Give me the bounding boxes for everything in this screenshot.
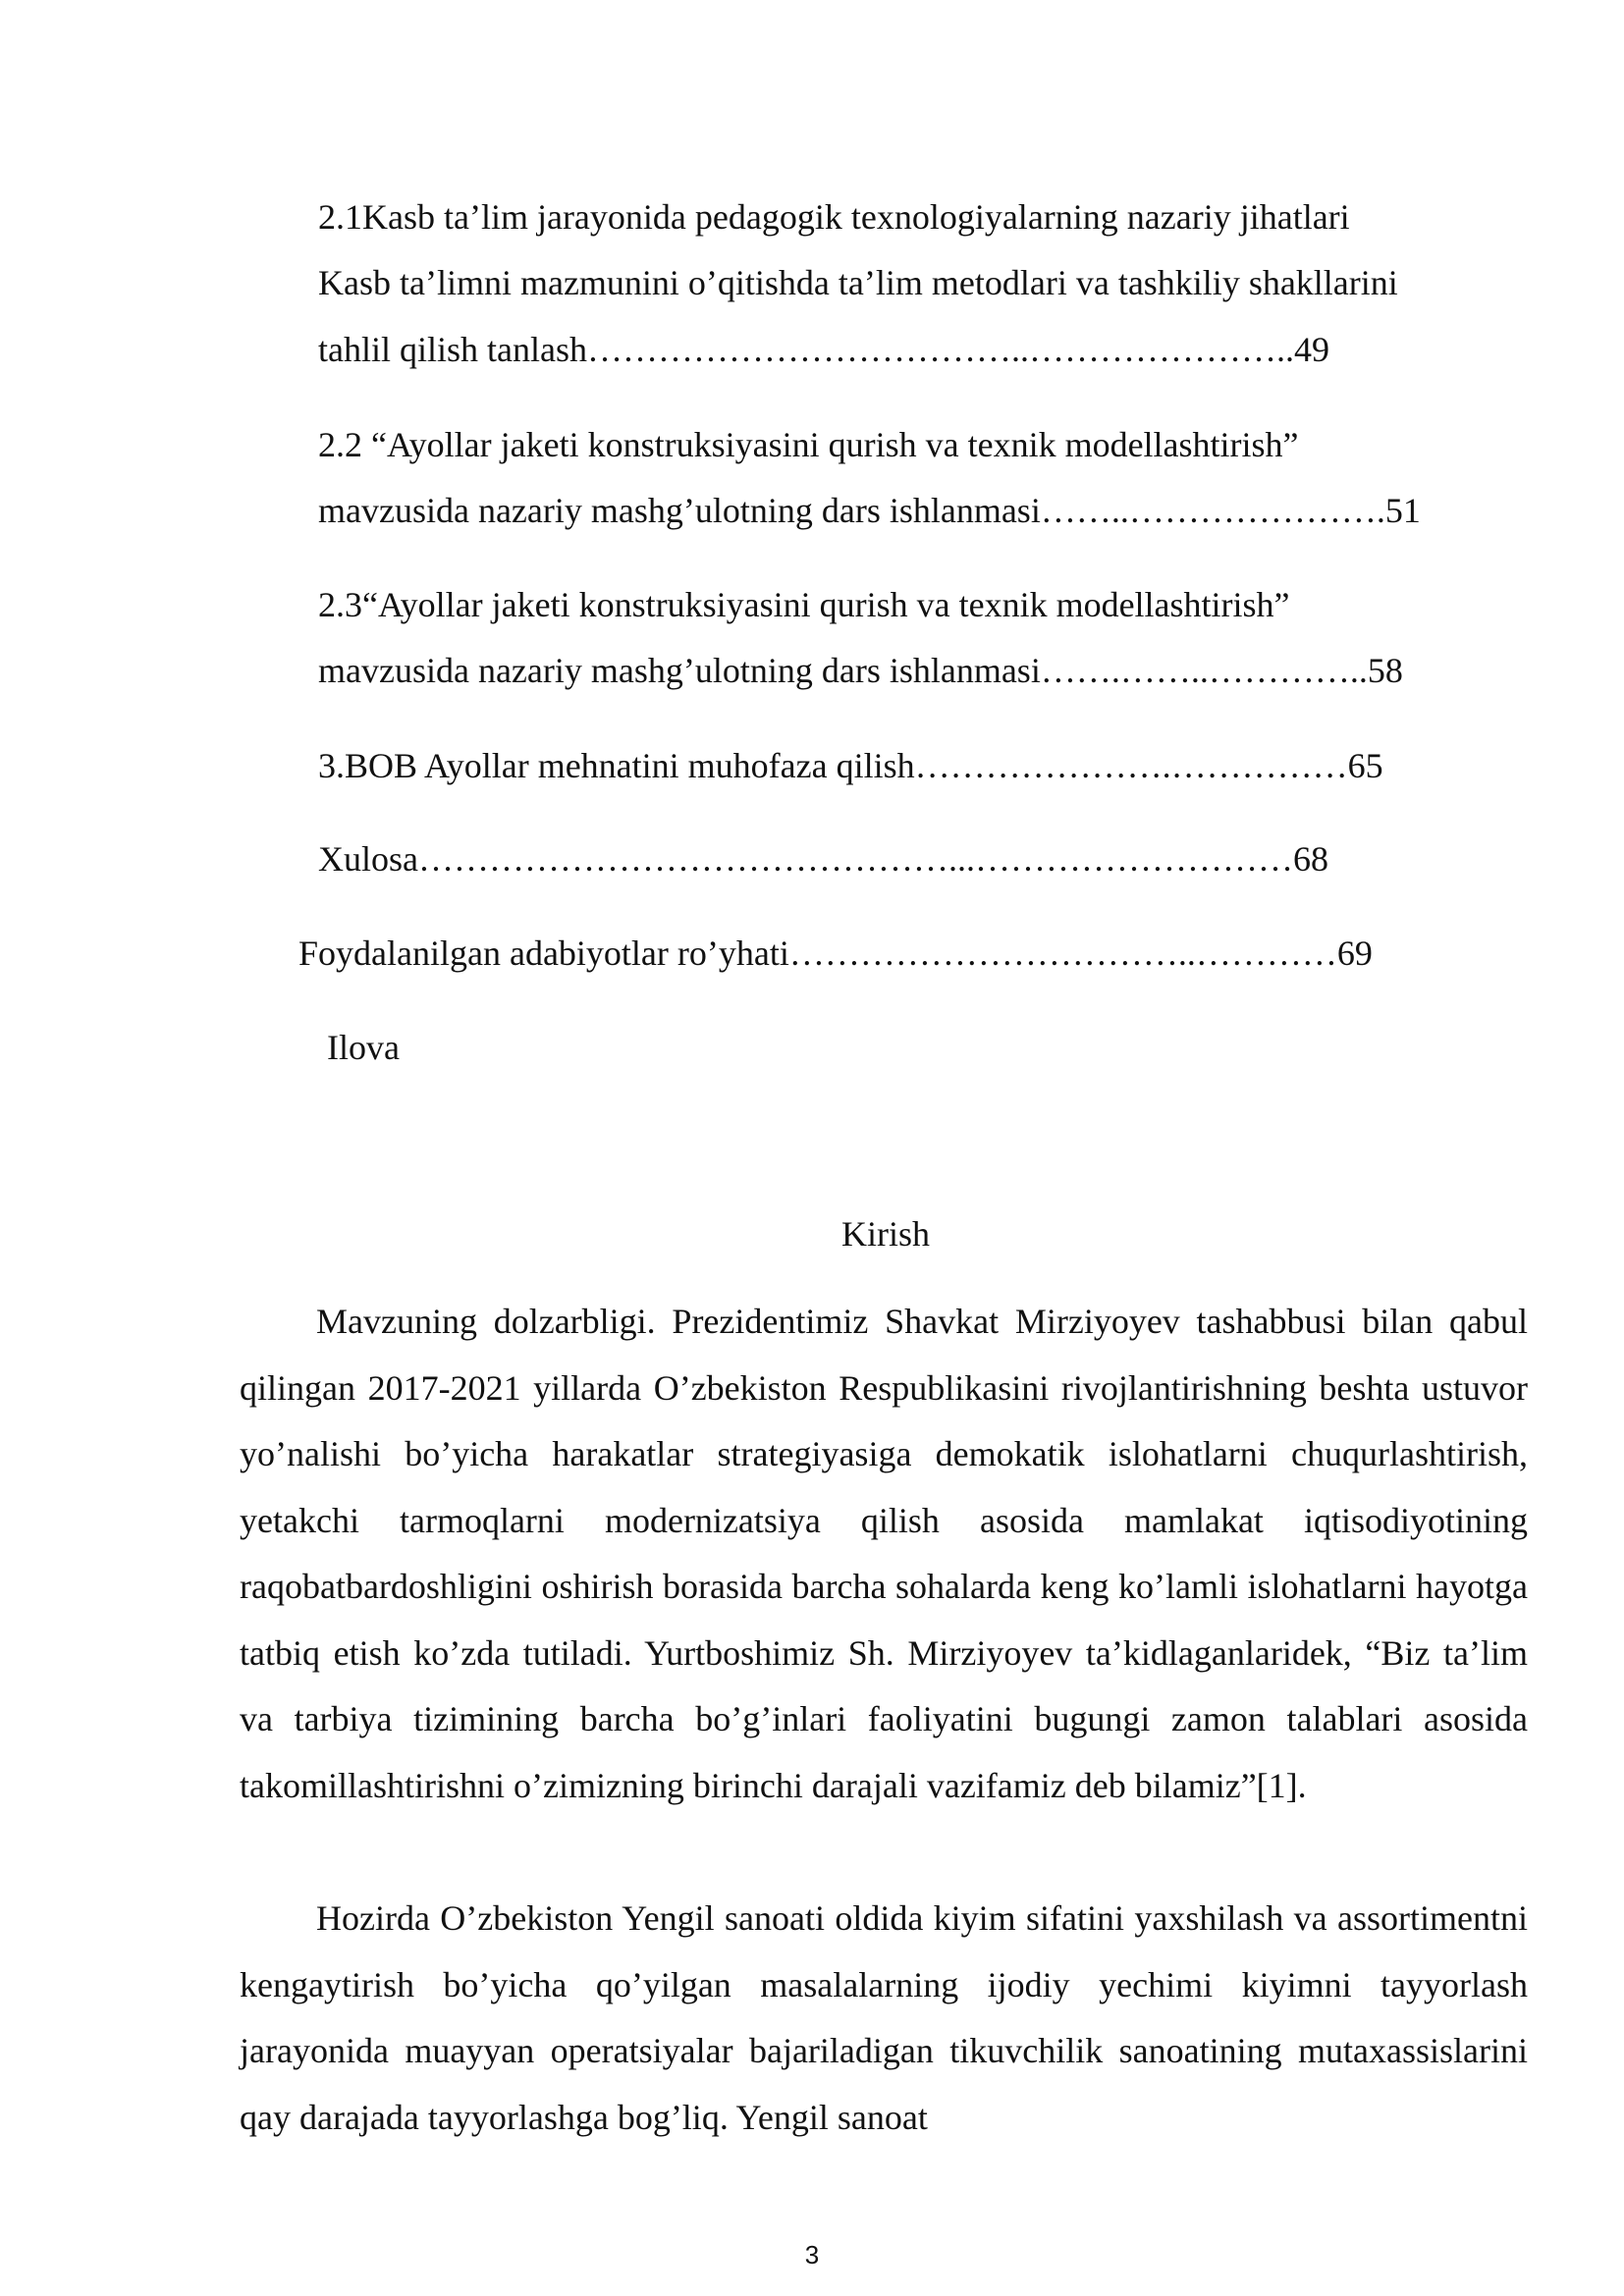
toc-entry-ilova: Ilova	[327, 1028, 400, 1067]
toc-entry-2-3-line-1: 2.3“Ayollar jaketi konstruksiyasini qurish va texnik modellashtirish”	[318, 585, 1290, 624]
toc-entry-2-1-line-2: Kasb ta’limni mazmunini o’qitishda ta’lim metodlari va tashkiliy shakllarini	[318, 263, 1398, 302]
toc-entry-2-3-line-2: mavzusida nazariy mashg’ulotning dars ishlanmasi…….……..…………..58	[318, 651, 1403, 690]
section-heading: Kirish	[841, 1214, 930, 1254]
toc-entry-adabiyotlar: Foydalanilgan adabiyotlar ro’yhati……………………………..…………69	[298, 934, 1373, 973]
body-paragraph-1: Mavzuning dolzarbligi. Prezidentimiz Shavkat Mirziyoyev tashabbusi bilan qabul qilingan 2017-2021 yillarda O’zbekiston Respublikasini rivojlantirishning beshta ustuvor yo’nalishi bo’yicha harakatlar strategiyasiga demokatik islohatlarni chuqurlashtirish, yetakchi tarmoqlarni modernizatsiya qilish asosida mamlakat iqtisodiyotining raqobatbardoshligini oshirish borasida barcha sohalarda keng ko’lamli islohatlarni hayotga tatbiq etish ko’zda tutiladi. Yurtboshimiz Sh. Mirziyoyev ta’kidlaganlaridek, “Biz ta’lim va tarbiya tizimining barcha bo’g’inlari faoliyatini bugungi zamon talablari asosida takomillashtirishni o’zimizning birinchi darajali vazifamiz deb bilamiz”[1].	[240, 1302, 1528, 1805]
toc-entry-xulosa: Xulosa………………………………………...………………………68	[318, 839, 1328, 879]
body-paragraph-2: Hozirda O’zbekiston Yengil sanoati oldida kiyim sifatini yaxshilash va assortimentni kengaytirish bo’yicha qo’yilgan masalalarning ijodiy yechimi kiyimni tayyorlash jarayonida muayyan operatsiyalar bajariladigan tikuvchilik sanoatining mutaxassislarini qay darajada tayyorlashga bog’liq. Yengil sanoat	[240, 1898, 1528, 2137]
toc-entry-2-1-line-3: tahlil qilish tanlash………………………………..…………………..49	[318, 330, 1329, 369]
toc-entry-bob-3: 3.BOB Ayollar mehnatini muhofaza qilish………………….……………65	[318, 746, 1383, 785]
page-number: 3	[804, 2240, 820, 2269]
toc-entry-2-2-line-1: 2.2 “Ayollar jaketi konstruksiyasini qurish va texnik modellashtirish”	[318, 425, 1299, 464]
toc-entry-2-1-line-1: 2.1Kasb ta’lim jarayonida pedagogik texnologiyalarning nazariy jihatlari	[318, 197, 1350, 237]
toc-entry-2-2-line-2: mavzusida nazariy mashg’ulotning dars ishlanmasi……..………………….51	[318, 491, 1421, 530]
